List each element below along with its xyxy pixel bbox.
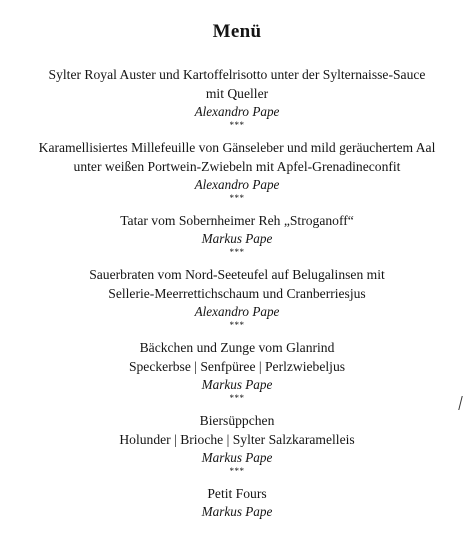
course-4-chef: Alexandro Pape (194, 304, 280, 319)
course-5-dish-line-2: Speckerbse | Senfpüree | Perlzwiebeljus (128, 359, 346, 374)
menu-course-list (0, 65, 474, 521)
course-6-dish-line-2: Holunder | Brioche | Sylter Salzkaramelleis (119, 432, 355, 447)
course-5-separator: *** (229, 393, 245, 403)
course-5 (0, 338, 474, 403)
course-5-chef: Markus Pape (201, 377, 273, 392)
course-1-dish-line-2: mit Queller (205, 86, 269, 101)
course-7-dish-line-1: Petit Fours (207, 486, 267, 501)
course-4-separator: *** (229, 320, 245, 330)
course-6-chef: Markus Pape (201, 450, 273, 465)
course-2-dish-line-1: Karamellisiertes Millefeuille von Gänseleber und mild geräuchertem Aal (38, 140, 436, 155)
course-2-separator: *** (229, 193, 245, 203)
course-4-dish-line-2: Sellerie-Meerrettichschaum und Cranberriesjus (108, 286, 366, 301)
course-1 (0, 65, 474, 130)
course-6-dish-line-1: Biersüppchen (199, 413, 275, 428)
course-1-dish-line-1: Sylter Royal Auster und Kartoffelrisotto unter der Sylternaisse-Sauce (48, 67, 426, 82)
menu-title: Menü (212, 21, 262, 42)
course-6 (0, 411, 474, 476)
course-4 (0, 265, 474, 330)
course-6-separator: *** (229, 466, 245, 476)
course-3 (0, 211, 474, 257)
course-2-chef: Alexandro Pape (194, 177, 280, 192)
course-2-dish-line-2: unter weißen Portwein-Zwiebeln mit Apfel-Grenadineconfit (73, 159, 401, 174)
course-3-separator: *** (229, 247, 245, 257)
course-5-dish-line-1: Bäckchen und Zunge vom Glanrind (139, 340, 335, 355)
course-4-dish-line-1: Sauerbraten vom Nord-Seeteufel auf Belugalinsen mit (89, 267, 385, 282)
course-1-chef: Alexandro Pape (194, 104, 280, 119)
course-1-separator: *** (229, 120, 245, 130)
course-7 (0, 484, 474, 521)
course-3-chef: Markus Pape (201, 231, 273, 246)
course-2 (0, 138, 474, 203)
course-7-chef: Markus Pape (201, 504, 273, 519)
course-3-dish-line-1: Tatar vom Sobernheimer Reh „Stroganoff“ (120, 213, 354, 228)
